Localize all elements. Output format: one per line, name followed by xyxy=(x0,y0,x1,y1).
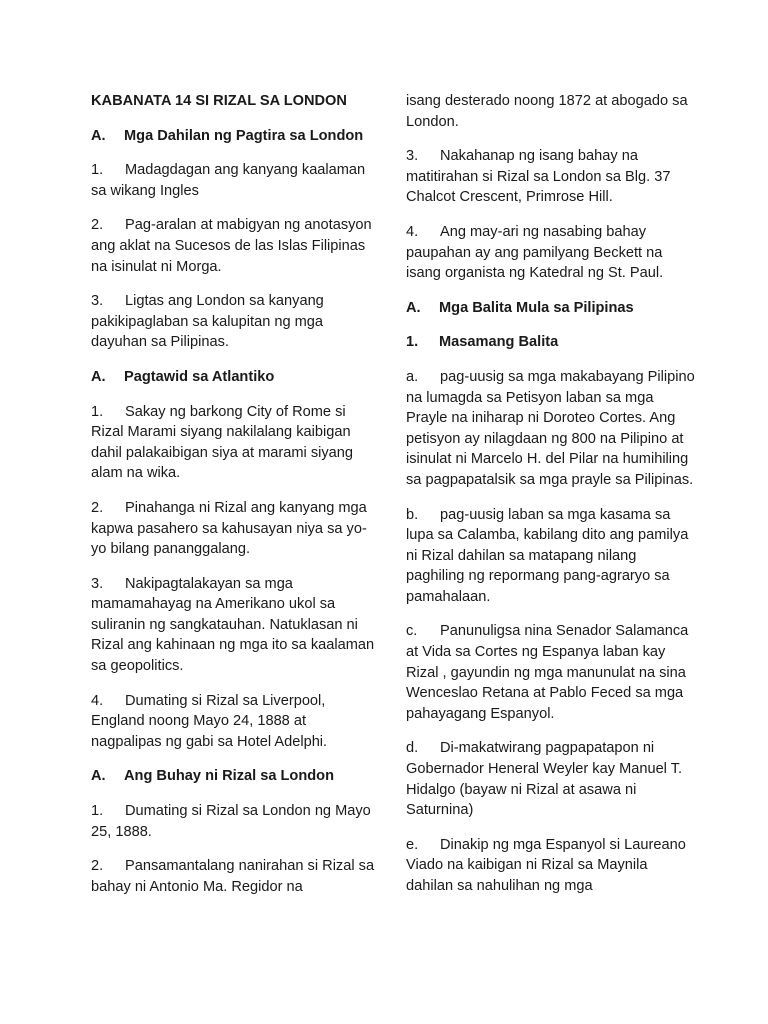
section-marker: A. xyxy=(91,368,106,385)
item-text: Nakipagtalakayan sa mga mamamahayag na Amerikano ukol sa suliranin ng sangkatauhan. Natuklasan ni Rizal ang kahinaan ng mga ito sa kaalaman sa geopolitics. xyxy=(91,575,375,675)
list-item xyxy=(406,621,696,724)
list-item xyxy=(406,835,696,897)
section-heading-text: Ang Buhay ni Rizal sa London xyxy=(124,768,334,785)
item-text: Dumating si Rizal sa London ng Mayo 25, 1888. xyxy=(91,803,371,840)
item-letter: c. xyxy=(406,623,418,640)
item-text: Ligtas ang London sa kanyang pakikipaglaban sa kalupitan ng mga dayuhan sa Pilipinas. xyxy=(91,293,324,351)
item-text: Pag-aralan at mabigyan ng anotasyon ang aklat na Sucesos de las Islas Filipinas na isinulat ni Morga. xyxy=(91,217,372,275)
section-heading-news xyxy=(406,298,696,319)
section-heading-reasons xyxy=(91,126,376,147)
item-text: Ang may-ari ng nasabing bahay paupahan ay ang pamilyang Beckett na isang organista ng Katedral ng St. Paul. xyxy=(406,223,664,282)
section-marker: A. xyxy=(406,299,421,316)
section-heading-atlantic xyxy=(91,367,376,388)
list-item xyxy=(91,801,376,842)
item-text: Di-makatwirang pagpapatapon ni Gobernador Heneral Weyler kay Manuel T. Hidalgo (bayaw ni Rizal at asawa ni Saturnina) xyxy=(406,740,683,819)
chapter-title: KABANATA 14 SI RIZAL SA LONDON xyxy=(91,93,347,109)
list-item xyxy=(91,402,376,484)
item-number: 2. xyxy=(91,499,104,516)
list-item xyxy=(91,856,376,897)
left-column xyxy=(91,91,376,911)
item-text: Panunuligsa nina Senador Salamanca at Vida sa Cortes ng Espanya laban kay Rizal , gayundin ng mga manunulat na sina Wenceslao Retana at Pablo Feced sa mga pahayagang Espanyol. xyxy=(406,623,689,722)
item-number: 1. xyxy=(91,162,104,179)
list-item xyxy=(91,574,376,677)
list-item xyxy=(406,146,696,208)
item-letter: a. xyxy=(406,368,419,385)
item-number: 1. xyxy=(91,803,104,820)
subsection-heading-bad-news xyxy=(406,332,696,353)
item-number: 2. xyxy=(91,217,104,234)
item-text: pag-uusig sa mga makabayang Pilipino na lumagda sa Petisyon laban sa mga Prayle na iniharap ni Doroteo Cortes. Ang petisyon ay nilagdaan ng 800 na Pilipino at isinulat ni Marcelo H. del Pilar na humihiling sa pagpapatalsik sa mga prayle sa Pilipinas. xyxy=(406,368,695,488)
item-number: 3. xyxy=(406,148,419,165)
item-number: 4. xyxy=(406,223,419,240)
item-text: Dumating si Rizal sa Liverpool, England noong Mayo 24, 1888 at nagpalipas ng gabi sa Hotel Adelphi. xyxy=(91,692,328,750)
section-marker: A. xyxy=(91,127,106,144)
item-number: 3. xyxy=(91,293,104,310)
list-item xyxy=(91,691,376,753)
item-text: Sakay ng barkong City of Rome si Rizal Marami siyang nakilalang kaibigan dahil palakaibigan siya at marami siyang alam na wika. xyxy=(91,403,354,482)
item-text: Pansamantalang nanirahan si Rizal sa bahay ni Antonio Ma. Regidor na xyxy=(91,858,375,895)
item-text: Madagdagan ang kanyang kaalaman sa wikang Ingles xyxy=(91,162,366,199)
section-marker: A. xyxy=(91,768,106,785)
list-item xyxy=(406,738,696,820)
item-text: Nakahanap ng isang bahay na matitirahan si Rizal sa London sa Blg. 37 Chalcot Crescent, Primrose Hill. xyxy=(406,148,671,206)
section-heading-text: Mga Balita Mula sa Pilipinas xyxy=(439,299,634,316)
list-item xyxy=(91,291,376,353)
list-item xyxy=(91,215,376,277)
subsection-heading-text: Masamang Balita xyxy=(439,334,559,351)
item-text: Pinahanga ni Rizal ang kanyang mga kapwa pasahero sa kahusayan niya sa yo-yo bilang pananggalang. xyxy=(91,499,367,558)
list-item xyxy=(406,222,696,284)
list-item xyxy=(406,367,696,491)
list-item xyxy=(406,505,696,608)
item-letter: b. xyxy=(406,506,419,523)
section-heading-text: Pagtawid sa Atlantiko xyxy=(124,368,275,385)
item-letter: d. xyxy=(406,740,419,757)
list-item xyxy=(91,498,376,560)
item-number: 4. xyxy=(91,692,104,709)
continuation-text: isang desterado noong 1872 at abogado sa London. xyxy=(406,93,688,130)
item-letter: e. xyxy=(406,836,419,853)
right-column xyxy=(406,91,696,911)
section-heading-london-life xyxy=(91,766,376,787)
item-number: 1. xyxy=(91,403,104,420)
item-number: 2. xyxy=(91,858,104,875)
section-heading-text: Mga Dahilan ng Pagtira sa London xyxy=(124,127,364,144)
list-item xyxy=(91,160,376,201)
item-text: pag-uusig laban sa mga kasama sa lupa sa Calamba, kabilang dito ang pamilya ni Rizal dahilan sa matapang nilang paghiling ng repormang pang-agraryo sa pamahalaan. xyxy=(406,506,689,605)
item-text: Dinakip ng mga Espanyol si Laureano Viado na kaibigan ni Rizal sa Maynila dahilan sa nahulihan ng mga xyxy=(406,836,686,894)
subsection-marker: 1. xyxy=(406,334,419,351)
item-number: 3. xyxy=(91,575,104,592)
